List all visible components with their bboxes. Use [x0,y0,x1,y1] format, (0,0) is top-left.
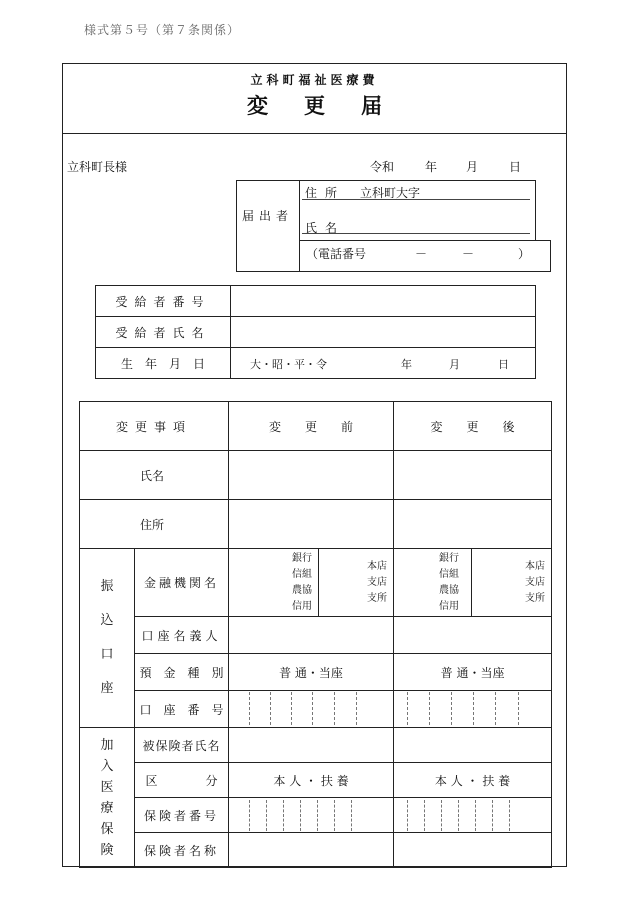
insurer-digit-separator [266,800,267,831]
address-before-field[interactable] [229,500,394,549]
category-label: 区 分 [135,763,229,798]
insurer-digit-separator [492,800,493,831]
insurer-name-after-field[interactable] [394,833,552,868]
account-digit-separator [429,692,430,725]
holder-before-field[interactable] [229,617,394,654]
notifier-label: 届出者 [242,209,294,223]
account-digit-separator [451,692,452,725]
bank-type: 農協 [292,584,313,596]
insurer-digit-separator [475,800,476,831]
transfer-char: 振 [100,579,114,594]
name-underline [302,233,530,234]
insurance-char: 入 [100,758,114,774]
col-after-header: 変 更 後 [394,402,552,451]
insurer-name-label: 保険者名称 [135,833,229,868]
form-reference: 様式第５号（第７条関係） [84,23,241,37]
col-before-header: 変 更 前 [229,402,394,451]
insurance-char: 療 [100,800,114,816]
phone-dash-2: － [462,247,475,261]
insurer-digit-separator [407,800,408,831]
branch-type: 支店 [525,576,546,588]
birth-field[interactable] [231,348,536,379]
category-before-value[interactable]: 本 人 ・ 扶 養 [229,763,394,798]
insurer-digit-separator [424,800,425,831]
account-digit-separator [291,692,292,725]
birth-day-label: 日 [498,358,509,371]
form-title-char: 更 [304,94,325,118]
bank-type: 銀行 [439,552,460,564]
row-name-label: 氏名 [80,451,229,500]
bank-type: 信組 [292,568,313,580]
col-item-header: 変更事項 [80,402,229,451]
insurer-number-after-field[interactable] [394,798,552,833]
bank-after-types[interactable] [394,549,472,617]
insurer-digit-separator [351,800,352,831]
insurer-digit-separator [300,800,301,831]
address-after-field[interactable] [394,500,552,549]
bank-type: 信用 [439,600,460,612]
branch-type: 本店 [525,560,546,572]
address-underline [302,199,530,200]
insurer-digit-separator [283,800,284,831]
insurance-char: 加 [100,737,114,753]
insurer-digit-separator [509,800,510,831]
recipient-number-field[interactable] [231,286,536,317]
account-digit-separator [249,692,250,725]
birth-month-label: 月 [449,358,460,371]
transfer-account-group [80,549,135,728]
name-label: 氏名 [305,221,346,235]
changes-table [79,401,552,868]
category-after-value[interactable]: 本 人 ・ 扶 養 [394,763,552,798]
address-label: 住所 [305,186,346,200]
date-day-label: 日 [509,160,522,174]
insurer-name-before-field[interactable] [229,833,394,868]
account-number-label: 口 座 番 号 [135,691,229,728]
birth-eras[interactable]: 大・昭・平・令 [250,358,327,371]
recipient-table [95,285,536,379]
insurer-number-label: 保険者番号 [135,798,229,833]
deposit-before-value[interactable]: 普 通・当座 [229,654,394,691]
address-value[interactable]: 立科町大字 [360,186,421,200]
phone-dash-1: － [415,247,428,261]
account-digit-separator [518,692,519,725]
insured-before-field[interactable] [229,728,394,763]
date-month-label: 月 [466,160,479,174]
recipient-number-label: 受給者番号 [96,286,231,317]
birth-label: 生 年 月 日 [96,348,231,379]
deposit-after-value[interactable]: 普 通・当座 [394,654,552,691]
bank-type: 信用 [292,600,313,612]
insurance-char: 医 [100,779,114,795]
recipient-name-field[interactable] [231,317,536,348]
form-title [62,90,567,120]
phone-label: （電話番号 [306,247,367,261]
bank-type: 信組 [439,568,460,580]
form-title-char: 届 [361,94,382,118]
account-digit-separator [334,692,335,725]
branch-type: 支所 [525,592,546,604]
recipient-name-label: 受給者氏名 [96,317,231,348]
insurance-char: 保 [100,821,114,837]
row-address-label: 住所 [80,500,229,549]
name-before-field[interactable] [229,451,394,500]
insurer-digit-separator [317,800,318,831]
transfer-char: 座 [100,681,114,696]
branch-before-types[interactable] [319,549,394,617]
account-digit-separator [407,692,408,725]
form-subtitle: 立科町福祉医療費 [250,73,379,87]
insurance-group [80,728,135,868]
insurer-number-before-field[interactable] [229,798,394,833]
account-digit-separator [270,692,271,725]
insurer-digit-separator [249,800,250,831]
insured-name-label: 被保険者氏名 [135,728,229,763]
insurer-digit-separator [458,800,459,831]
holder-label: 口座名義人 [135,617,229,654]
account-digit-separator [473,692,474,725]
transfer-char: 込 [100,613,114,628]
title-divider [62,133,567,134]
account-digit-separator [495,692,496,725]
date-year-label: 年 [425,160,438,174]
addressee: 立科町長様 [67,160,128,174]
form-title-char: 変 [247,94,268,118]
notifier-right-line [535,180,536,241]
phone-close: ） [518,247,531,261]
bank-before-types[interactable] [229,549,319,617]
bank-type: 農協 [439,584,460,596]
insurer-digit-separator [441,800,442,831]
branch-type: 支所 [367,592,388,604]
account-digit-separator [356,692,357,725]
holder-after-field[interactable] [394,617,552,654]
branch-after-types[interactable] [472,549,552,617]
name-after-field[interactable] [394,451,552,500]
transfer-char: 口 [100,647,114,662]
birth-year-label: 年 [401,358,412,371]
branch-type: 支店 [367,576,388,588]
deposit-label: 預 金 種 別 [135,654,229,691]
branch-type: 本店 [367,560,388,572]
insured-after-field[interactable] [394,728,552,763]
insurer-digit-separator [334,800,335,831]
account-digit-separator [312,692,313,725]
insurance-char: 険 [100,842,114,858]
date-era: 令和 [370,160,395,174]
bank-label: 金融機関名 [135,549,229,617]
bank-type: 銀行 [292,552,313,564]
notifier-top-line [299,180,536,182]
